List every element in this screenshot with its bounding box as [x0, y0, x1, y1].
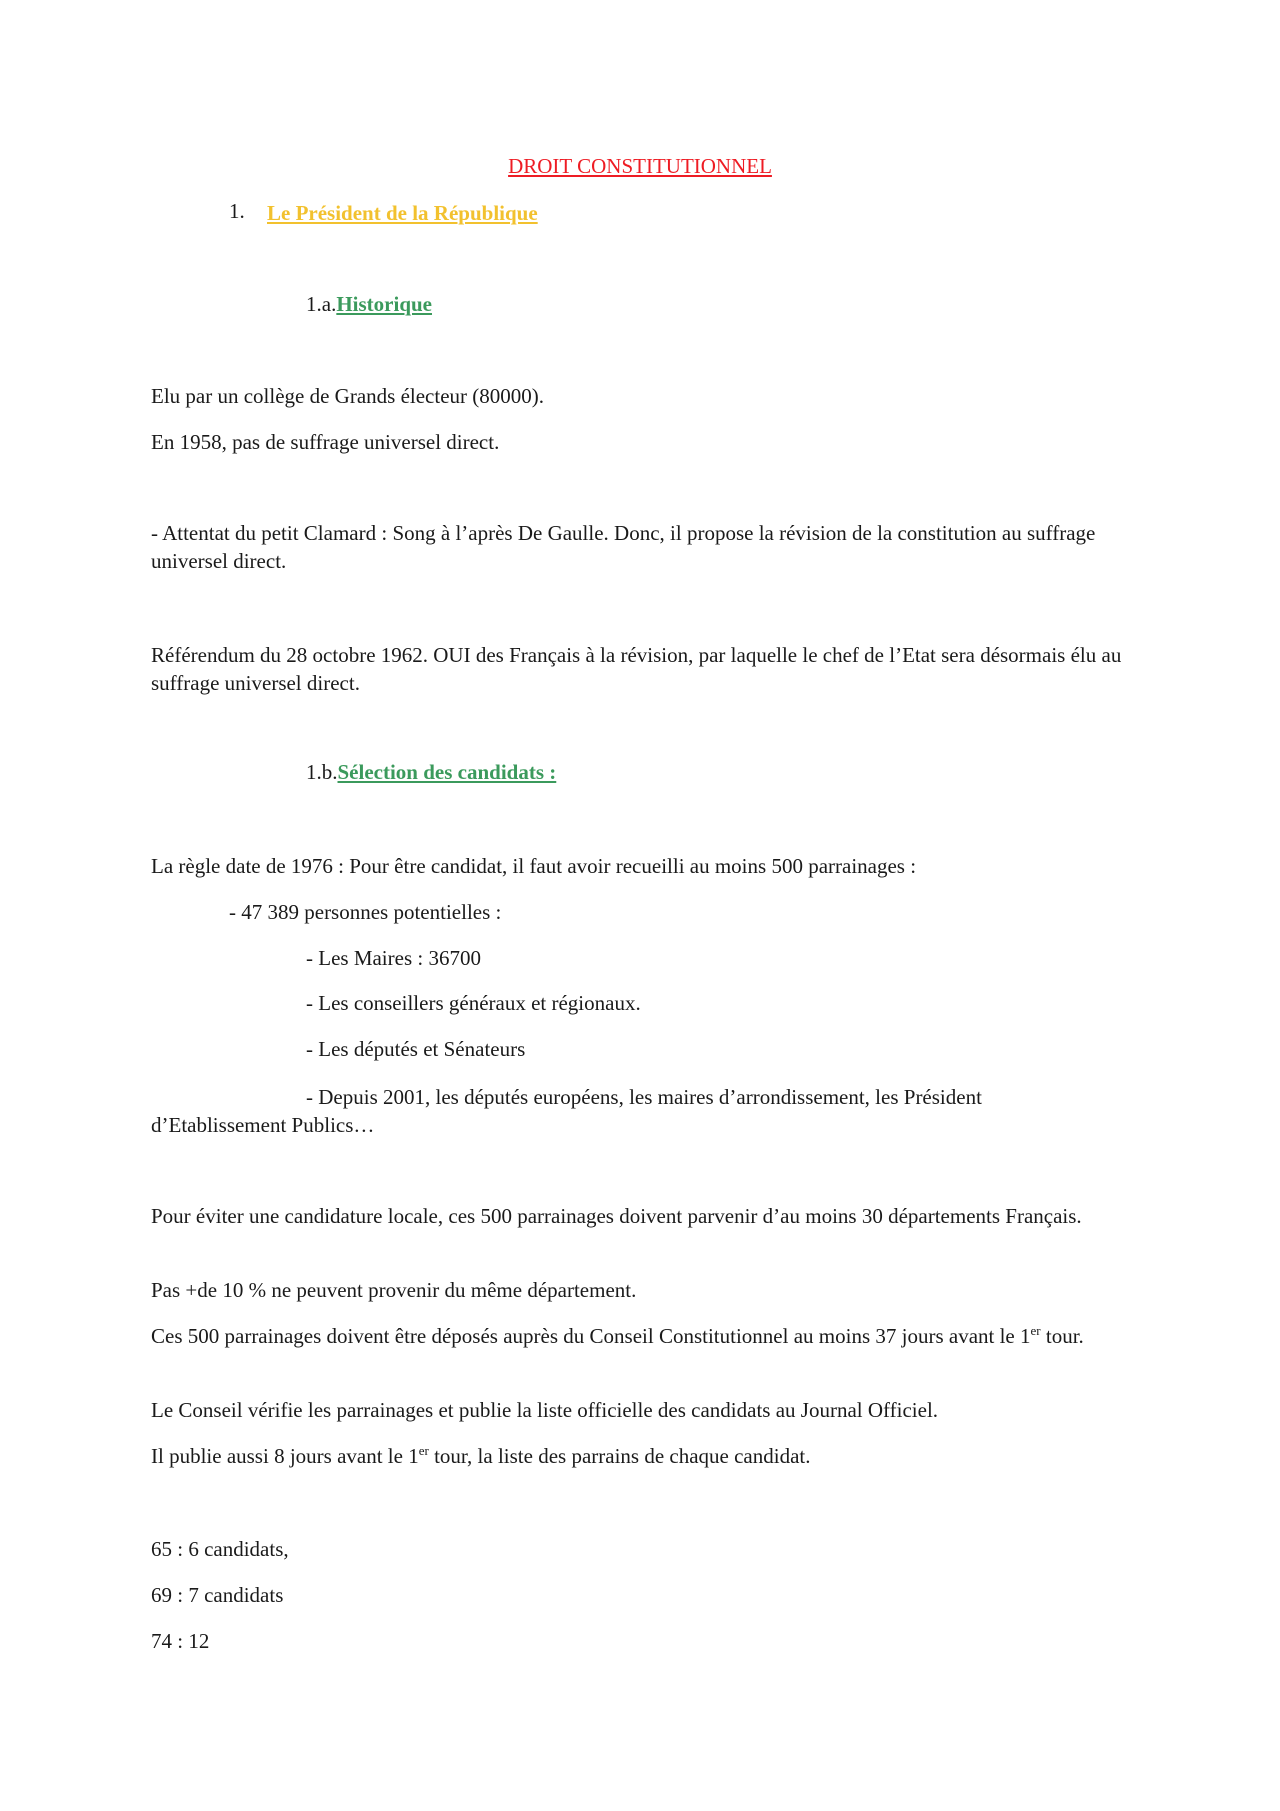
section-1a-label: Historique [336, 292, 432, 316]
list-item: - Les conseillers généraux et régionaux. [306, 991, 641, 1015]
list-item: - Les Maires : 36700 [306, 946, 481, 970]
list-item: 69 : 7 candidats [151, 1583, 284, 1607]
section-1b-label: Sélection des candidats : [337, 760, 557, 784]
section-1b-heading [306, 758, 556, 786]
paragraph: La règle date de 1976 : Pour être candidat, il faut avoir recueilli au moins 500 parrainages : [151, 854, 917, 878]
paragraph-text: Il publie aussi 8 jours avant le 1 [151, 1444, 419, 1468]
list-item: - 47 389 personnes potentielles : [229, 900, 502, 924]
section-1a-heading [306, 290, 432, 318]
section-1-number: 1. [229, 199, 245, 223]
paragraph-text: Ces 500 parrainages doivent être déposés auprès du Conseil Constitutionnel au moins 37 jours avant le 1 [151, 1324, 1031, 1348]
paragraph-text: tour. [1040, 1324, 1084, 1348]
paragraph: Elu par un collège de Grands électeur (80000). [151, 384, 545, 408]
list-item-continuation: d’Etablissement Publics… [151, 1113, 375, 1137]
list-item: 74 : 12 [151, 1629, 210, 1653]
section-1b-number: 1.b. [306, 760, 338, 784]
list-item: 65 : 6 candidats, [151, 1537, 289, 1561]
paragraph: Pas +de 10 % ne peuvent provenir du même département. [151, 1278, 637, 1302]
superscript: er [1030, 1323, 1041, 1338]
section-1a-number: 1.a. [306, 292, 337, 316]
superscript: er [418, 1443, 429, 1458]
list-item: - Depuis 2001, les députés européens, les maires d’arrondissement, les Président [306, 1085, 982, 1109]
list-item: - Les députés et Sénateurs [306, 1037, 526, 1061]
paragraph: En 1958, pas de suffrage universel direct. [151, 430, 500, 454]
paragraph: Pour éviter une candidature locale, ces 500 parrainages doivent parvenir d’au moins 30 départements Français. [151, 1204, 1082, 1228]
document-title: DROIT CONSTITUTIONNEL [508, 154, 772, 178]
paragraph-text: tour, la liste des parrains de chaque candidat. [428, 1444, 811, 1468]
paragraph: Le Conseil vérifie les parrainages et publie la liste officielle des candidats au Journal Officiel. [151, 1398, 939, 1422]
paragraph [151, 1442, 1141, 1470]
paragraph [151, 1322, 1141, 1350]
section-1-heading: Le Président de la République [267, 201, 538, 225]
paragraph: Référendum du 28 octobre 1962. OUI des Français à la révision, par laquelle le chef de l’Etat sera désormais élu au suffrage universel direct. [151, 643, 1122, 695]
paragraph: - Attentat du petit Clamard : Song à l’après De Gaulle. Donc, il propose la révision de la constitution au suffrage universel direct. [151, 521, 1096, 573]
